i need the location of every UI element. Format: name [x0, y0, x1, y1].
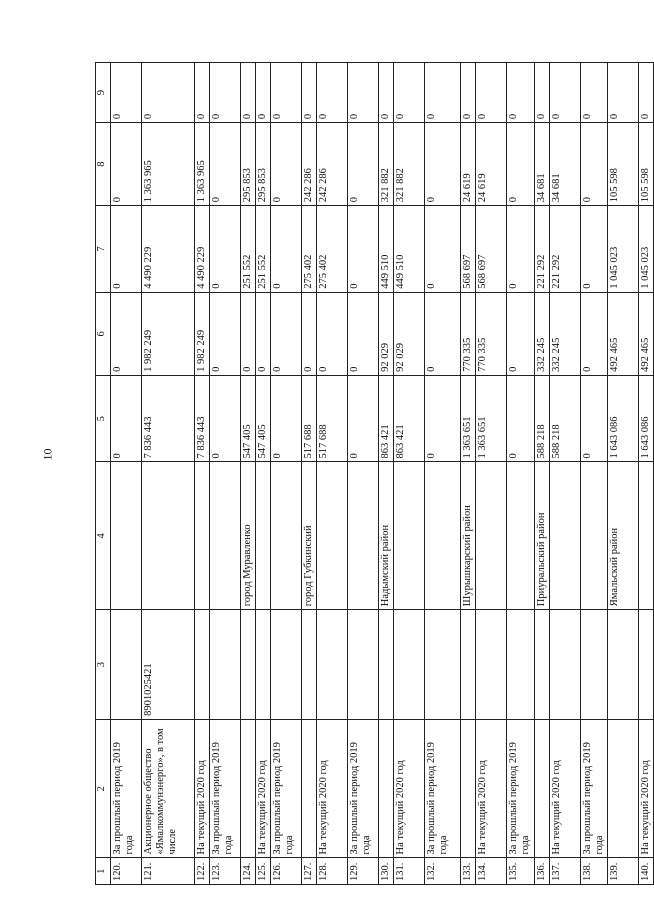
inn-cell: [317, 610, 348, 720]
value-cell-col5: 547 405: [256, 375, 271, 462]
inn-cell: [271, 610, 302, 720]
description-cell: Акционерное общество «Ямалкоммунэнерго», в том числе: [142, 719, 195, 858]
territory-cell: [507, 462, 534, 610]
table-row: [317, 63, 348, 885]
column-header: 8: [96, 123, 111, 206]
value-cell-col5: 517 688: [317, 375, 348, 462]
table-row: [142, 63, 195, 885]
description-cell: На текущий 2020 год: [638, 719, 653, 858]
value-cell-col5: 7 836 443: [195, 375, 210, 462]
territory-cell: Надымский район: [379, 462, 394, 610]
value-cell-col7: 1 045 023: [638, 206, 653, 293]
value-cell-col5: 7 836 443: [142, 375, 195, 462]
table-row: [195, 63, 210, 885]
value-cell-col7: 251 552: [241, 206, 256, 293]
territory-cell: [210, 462, 241, 610]
inn-cell: [394, 610, 425, 720]
row-number-cell: 130.: [379, 858, 394, 885]
value-cell-col9: 0: [607, 63, 638, 123]
value-cell-col8: 24 619: [461, 123, 476, 206]
inn-cell: [534, 610, 549, 720]
table-row: [241, 63, 256, 885]
value-cell-col5: 0: [580, 375, 607, 462]
territory-cell: [256, 462, 271, 610]
row-number-cell: 139.: [607, 858, 638, 885]
table-row: [348, 63, 379, 885]
row-number-cell: 127.: [302, 858, 317, 885]
territory-cell: [394, 462, 425, 610]
data-table: [95, 62, 654, 885]
territory-cell: [348, 462, 379, 610]
value-cell-col8: 0: [210, 123, 241, 206]
value-cell-col7: 449 510: [394, 206, 425, 293]
value-cell-col8: 0: [507, 123, 534, 206]
description-cell: [379, 719, 394, 858]
value-cell-col7: 4 490 229: [142, 206, 195, 293]
row-number-cell: 131.: [394, 858, 425, 885]
value-cell-col7: 4 490 229: [195, 206, 210, 293]
territory-cell: Приуральский район: [534, 462, 549, 610]
value-cell-col8: 321 882: [394, 123, 425, 206]
value-cell-col6: 332 245: [549, 292, 580, 375]
value-cell-col7: 0: [348, 206, 379, 293]
row-number-cell: 120.: [111, 858, 142, 885]
table-row: [638, 63, 653, 885]
inn-cell: [241, 610, 256, 720]
description-cell: На текущий 2020 год: [476, 719, 507, 858]
value-cell-col5: 0: [425, 375, 461, 462]
column-header: 7: [96, 206, 111, 293]
value-cell-col6: 0: [302, 292, 317, 375]
value-cell-col5: 547 405: [241, 375, 256, 462]
description-cell: За прошлый период 2019 года: [348, 719, 379, 858]
value-cell-col7: 568 697: [461, 206, 476, 293]
value-cell-col8: 1 363 965: [142, 123, 195, 206]
territory-cell: [195, 462, 210, 610]
table-row: [379, 63, 394, 885]
inn-cell: [302, 610, 317, 720]
row-number-cell: 136.: [534, 858, 549, 885]
inn-cell: [111, 610, 142, 720]
value-cell-col5: 0: [210, 375, 241, 462]
value-cell-col6: 92 029: [394, 292, 425, 375]
value-cell-col8: 105 598: [607, 123, 638, 206]
description-cell: [302, 719, 317, 858]
value-cell-col6: 0: [348, 292, 379, 375]
value-cell-col5: 1 363 651: [476, 375, 507, 462]
description-cell: На текущий 2020 год: [549, 719, 580, 858]
table-row: [534, 63, 549, 885]
value-cell-col7: 0: [271, 206, 302, 293]
value-cell-col6: 770 335: [461, 292, 476, 375]
column-header: 1: [96, 858, 111, 885]
value-cell-col9: 0: [638, 63, 653, 123]
value-cell-col5: 863 421: [379, 375, 394, 462]
value-cell-col8: 0: [348, 123, 379, 206]
value-cell-col8: 321 882: [379, 123, 394, 206]
table-row: [507, 63, 534, 885]
value-cell-col9: 0: [256, 63, 271, 123]
territory-cell: Шурышкарский район: [461, 462, 476, 610]
value-cell-col5: 588 218: [549, 375, 580, 462]
description-cell: На текущий 2020 год: [394, 719, 425, 858]
value-cell-col6: 0: [241, 292, 256, 375]
value-cell-col6: 0: [271, 292, 302, 375]
row-number-cell: 128.: [317, 858, 348, 885]
table-row: [607, 63, 638, 885]
value-cell-col7: 568 697: [476, 206, 507, 293]
row-number-cell: 133.: [461, 858, 476, 885]
value-cell-col9: 0: [580, 63, 607, 123]
value-cell-col9: 0: [241, 63, 256, 123]
column-header: 6: [96, 292, 111, 375]
value-cell-col9: 0: [271, 63, 302, 123]
description-cell: [534, 719, 549, 858]
territory-cell: [111, 462, 142, 610]
territory-cell: [580, 462, 607, 610]
column-header: 5: [96, 375, 111, 462]
value-cell-col7: 1 045 023: [607, 206, 638, 293]
territory-cell: [425, 462, 461, 610]
table-row: [302, 63, 317, 885]
value-cell-col8: 1 363 965: [195, 123, 210, 206]
inn-cell: [461, 610, 476, 720]
value-cell-col8: 105 598: [638, 123, 653, 206]
value-cell-col9: 0: [549, 63, 580, 123]
territory-cell: Ямальский район: [607, 462, 638, 610]
value-cell-col5: 1 643 086: [607, 375, 638, 462]
value-cell-col8: 0: [111, 123, 142, 206]
row-number-cell: 140.: [638, 858, 653, 885]
territory-cell: [549, 462, 580, 610]
description-cell: На текущий 2020 год: [256, 719, 271, 858]
row-number-cell: 124.: [241, 858, 256, 885]
territory-cell: [317, 462, 348, 610]
inn-cell: [210, 610, 241, 720]
value-cell-col8: 0: [580, 123, 607, 206]
value-cell-col8: 295 853: [256, 123, 271, 206]
inn-cell: 8901025421: [142, 610, 195, 720]
territory-cell: [476, 462, 507, 610]
territory-cell: город Губкинский: [302, 462, 317, 610]
value-cell-col6: 0: [256, 292, 271, 375]
value-cell-col9: 0: [534, 63, 549, 123]
value-cell-col7: 275 402: [317, 206, 348, 293]
value-cell-col8: 34 681: [534, 123, 549, 206]
value-cell-col5: 0: [111, 375, 142, 462]
value-cell-col7: 0: [425, 206, 461, 293]
value-cell-col9: 0: [210, 63, 241, 123]
value-cell-col5: 0: [507, 375, 534, 462]
value-cell-col9: 0: [379, 63, 394, 123]
value-cell-col5: 517 688: [302, 375, 317, 462]
value-cell-col5: 1 363 651: [461, 375, 476, 462]
row-number-cell: 132.: [425, 858, 461, 885]
description-cell: [607, 719, 638, 858]
inn-cell: [549, 610, 580, 720]
description-cell: За прошлый период 2019 года: [271, 719, 302, 858]
value-cell-col5: 1 643 086: [638, 375, 653, 462]
value-cell-col8: 242 286: [302, 123, 317, 206]
inn-cell: [379, 610, 394, 720]
value-cell-col6: 0: [317, 292, 348, 375]
value-cell-col9: 0: [317, 63, 348, 123]
value-cell-col6: 0: [507, 292, 534, 375]
value-cell-col9: 0: [348, 63, 379, 123]
row-number-cell: 121.: [142, 858, 195, 885]
value-cell-col6: 492 465: [607, 292, 638, 375]
value-cell-col7: 0: [111, 206, 142, 293]
value-cell-col9: 0: [142, 63, 195, 123]
table-row: [549, 63, 580, 885]
row-number-cell: 123.: [210, 858, 241, 885]
value-cell-col7: 0: [507, 206, 534, 293]
value-cell-col8: 0: [425, 123, 461, 206]
table-body: [111, 63, 654, 885]
table-row: [256, 63, 271, 885]
table-container: [95, 62, 651, 885]
value-cell-col8: 242 286: [317, 123, 348, 206]
description-cell: [241, 719, 256, 858]
territory-cell: [142, 462, 195, 610]
value-cell-col7: 221 292: [549, 206, 580, 293]
column-header: 4: [96, 462, 111, 610]
value-cell-col8: 34 681: [549, 123, 580, 206]
row-number-cell: 137.: [549, 858, 580, 885]
value-cell-col9: 0: [195, 63, 210, 123]
value-cell-col8: 24 619: [476, 123, 507, 206]
table-row: [394, 63, 425, 885]
table-row: [210, 63, 241, 885]
value-cell-col7: 251 552: [256, 206, 271, 293]
value-cell-col9: 0: [507, 63, 534, 123]
table-row: [461, 63, 476, 885]
row-number-cell: 126.: [271, 858, 302, 885]
inn-cell: [348, 610, 379, 720]
description-cell: За прошлый период 2019 года: [425, 719, 461, 858]
territory-cell: город Муравленко: [241, 462, 256, 610]
value-cell-col9: 0: [461, 63, 476, 123]
description-cell: За прошлый период 2019 года: [507, 719, 534, 858]
value-cell-col5: 0: [348, 375, 379, 462]
value-cell-col8: 295 853: [241, 123, 256, 206]
value-cell-col6: 1 982 249: [142, 292, 195, 375]
inn-cell: [476, 610, 507, 720]
inn-cell: [507, 610, 534, 720]
table-row: [425, 63, 461, 885]
table-row: [111, 63, 142, 885]
description-cell: [461, 719, 476, 858]
value-cell-col5: 588 218: [534, 375, 549, 462]
value-cell-col7: 0: [580, 206, 607, 293]
column-header: 9: [96, 63, 111, 123]
value-cell-col6: 332 245: [534, 292, 549, 375]
row-number-cell: 138.: [580, 858, 607, 885]
value-cell-col9: 0: [425, 63, 461, 123]
row-number-cell: 135.: [507, 858, 534, 885]
row-number-cell: 122.: [195, 858, 210, 885]
value-cell-col9: 0: [476, 63, 507, 123]
description-cell: На текущий 2020 год: [317, 719, 348, 858]
inn-cell: [256, 610, 271, 720]
inn-cell: [607, 610, 638, 720]
value-cell-col6: 770 335: [476, 292, 507, 375]
value-cell-col7: 0: [210, 206, 241, 293]
value-cell-col5: 863 421: [394, 375, 425, 462]
page-number: 10: [40, 448, 55, 461]
value-cell-col7: 449 510: [379, 206, 394, 293]
value-cell-col6: 1 982 249: [195, 292, 210, 375]
value-cell-col6: 0: [425, 292, 461, 375]
value-cell-col6: 0: [210, 292, 241, 375]
value-cell-col8: 0: [271, 123, 302, 206]
value-cell-col5: 0: [271, 375, 302, 462]
inn-cell: [638, 610, 653, 720]
value-cell-col7: 275 402: [302, 206, 317, 293]
value-cell-col6: 92 029: [379, 292, 394, 375]
table-row: [476, 63, 507, 885]
value-cell-col9: 0: [394, 63, 425, 123]
column-header: 2: [96, 719, 111, 858]
value-cell-col6: 492 465: [638, 292, 653, 375]
inn-cell: [195, 610, 210, 720]
value-cell-col6: 0: [580, 292, 607, 375]
inn-cell: [425, 610, 461, 720]
value-cell-col6: 0: [111, 292, 142, 375]
row-number-cell: 134.: [476, 858, 507, 885]
territory-cell: [638, 462, 653, 610]
description-cell: За прошлый период 2019 года: [111, 719, 142, 858]
header-row: [96, 63, 111, 885]
inn-cell: [580, 610, 607, 720]
table-row: [271, 63, 302, 885]
value-cell-col9: 0: [302, 63, 317, 123]
row-number-cell: 125.: [256, 858, 271, 885]
description-cell: На текущий 2020 год: [195, 719, 210, 858]
description-cell: За прошлый период 2019 года: [210, 719, 241, 858]
description-cell: За прошлый период 2019 года: [580, 719, 607, 858]
value-cell-col7: 221 292: [534, 206, 549, 293]
row-number-cell: 129.: [348, 858, 379, 885]
table-row: [580, 63, 607, 885]
value-cell-col9: 0: [111, 63, 142, 123]
column-header: 3: [96, 610, 111, 720]
territory-cell: [271, 462, 302, 610]
